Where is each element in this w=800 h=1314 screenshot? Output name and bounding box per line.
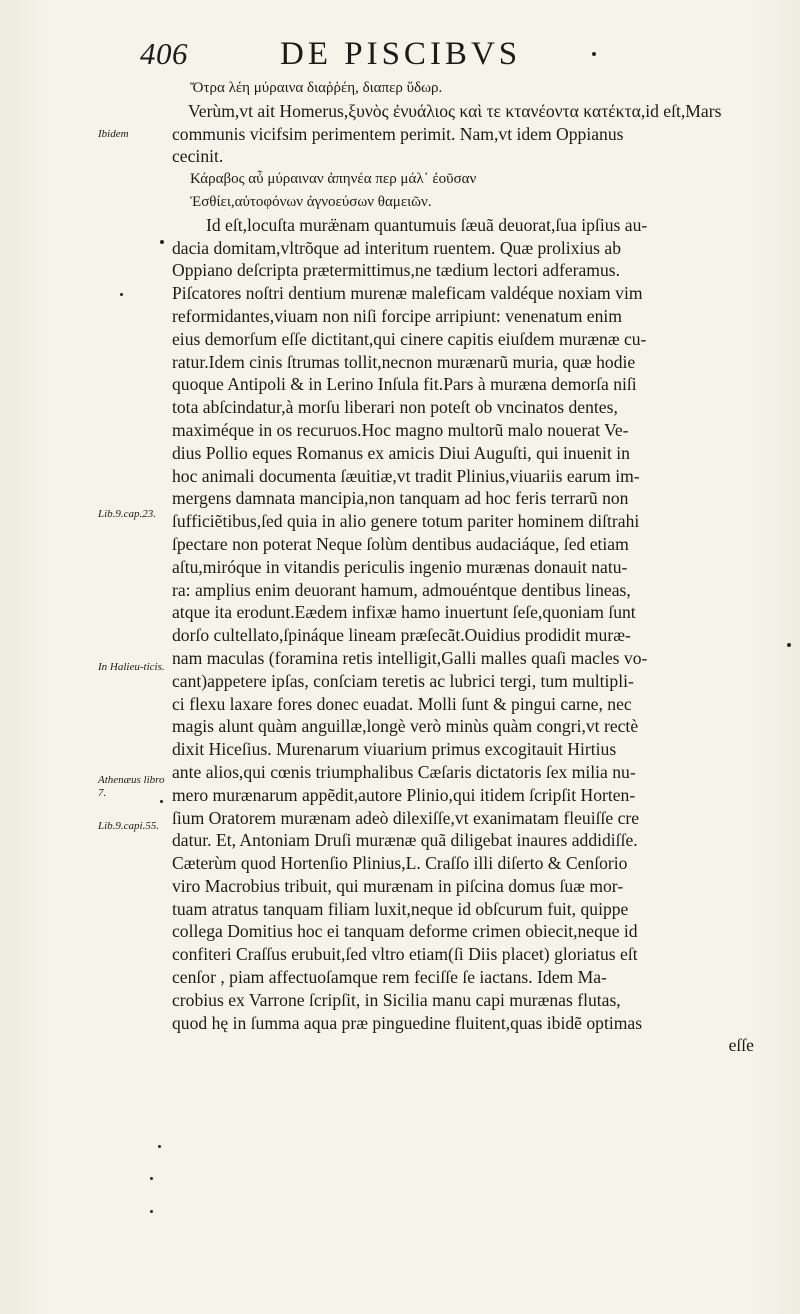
text-line: communis vicifsim perimentem perimit. Nam,vt idem Oppianus bbox=[172, 123, 624, 144]
body-text bbox=[172, 77, 754, 1057]
greek-verse-line: Ἐσθίει,αὐτοφόνων ἀγνοεύσων θαμειῶν. bbox=[190, 193, 432, 210]
text-line: cecinit. bbox=[172, 146, 224, 167]
text-line: dixit Hiceſius. Murenarum viuarium primus excogitauit Hirtius bbox=[172, 739, 617, 760]
text-line: eius demorſum eſſe dictitant,qui cinere capitis eiuſdem murænæ cu- bbox=[172, 328, 647, 349]
text-line: atque ita erodunt.Eædem infixæ hamo inuertunt ſeſe,quoniam ſunt bbox=[172, 602, 636, 623]
text-line: tuam atratus tanquam filiam luxit,neque id obſcurum fuit, quippe bbox=[172, 898, 629, 919]
ink-speck bbox=[160, 240, 164, 244]
text-line: cenſor , piam affectuoſamque rem feciſſe ſe iactans. Idem Ma- bbox=[172, 967, 607, 988]
ink-speck bbox=[150, 1210, 153, 1213]
margin-note: Ibidem bbox=[98, 128, 129, 140]
text-line: Cæterùm quod Hortenſio Plinius,L. Craſſo illi diſerto & Cenſorio bbox=[172, 853, 628, 874]
margin-note: In Halieu-ticis. bbox=[98, 661, 165, 673]
text-line: mergens damnata mancipia,non tanquam ad hoc feris terrarũ non bbox=[172, 488, 629, 509]
greek-verse-line: Ὄτρα λέη μύραινα διαῤῥέη, διαπερ ὕδωρ. bbox=[190, 80, 443, 96]
text-line: ratur.Idem cinis ſtrumas tollit,necnon murænarũ muria, quæ hodie bbox=[172, 351, 636, 372]
text-line: dorſo cultellato,ſpináque lineam præſecãt.Ouidius prodidit muræ- bbox=[172, 625, 631, 646]
page-number: 406 bbox=[140, 36, 188, 71]
ink-speck bbox=[150, 1177, 153, 1180]
text-line: maximéque in os recuruos.Hoc magno multorũ malo nouerat Ve- bbox=[172, 419, 629, 440]
ink-speck bbox=[592, 52, 596, 56]
text-line: ante alios,qui cœnis triumphalibus Cæſaris dictatoris ſex milia nu- bbox=[172, 761, 636, 782]
text-line: ſium Oratorem murænam adeò dilexiſſe,vt exanimatam fleuiſſe cre bbox=[172, 807, 640, 828]
page-header bbox=[140, 36, 730, 76]
text-line: Verùm,vt ait Homerus,ξυνὸς ἐνυάλιος καὶ τε κτανέοντα κατέκτα,id eſt,Mars bbox=[188, 100, 722, 121]
text-line: aſtu,miróque in vitandis periculis ingenio murænas donauit natu- bbox=[172, 556, 628, 577]
margin-note: Athenæus libro 7. bbox=[98, 774, 165, 799]
text-line: Oppiano deſcripta prætermittimus,ne tædium lectori adferamus. bbox=[172, 260, 621, 281]
text-line: ſufficiẽtibus,ſed quia in alio genere totum pariter hominem diſtrahi bbox=[172, 511, 640, 532]
greek-verse-line: Κάραβος αὖ μύραιναν ἀπηνέα περ μάλ᾽ ἐοῦσαν bbox=[190, 171, 477, 188]
text-line: mero murænarum appẽdit,autore Plinio,qui itidem ſcripſit Horten- bbox=[172, 784, 636, 805]
margin-notes bbox=[0, 0, 170, 1314]
running-title: DE PISCIBVS bbox=[280, 36, 522, 72]
text-line: magis alunt quàm anguillæ,longè verò minùs quàm congri,vt rectè bbox=[172, 716, 639, 737]
text-line: collega Domitius hoc ei tanquam deforme crimen obiecit,neque id bbox=[172, 921, 638, 942]
text-line: ra: amplius enim deuorant hamum, admouéntque dentibus lineas, bbox=[172, 579, 631, 600]
margin-note: Lib.9.capi.55. bbox=[98, 820, 160, 832]
text-line: confiteri Craſſus erubuit,ſed vltro etiam(ſi Diis placet) gloriatus eſt bbox=[172, 944, 638, 965]
margin-note: Lib.9.cap.23. bbox=[98, 508, 157, 520]
text-line: dacia domitam,vltrõque ad interitum ruentem. Quæ prolixius ab bbox=[172, 237, 622, 258]
ink-speck bbox=[158, 1145, 161, 1148]
text-line: quod hę in ſumma aqua præ pinguedine fluitent,quas ibidẽ optimas bbox=[172, 1012, 643, 1033]
text-line: dius Pollio eques Romanus ex amicis Diui Auguſti, qui inuenit in bbox=[172, 442, 630, 463]
text-line: ſpectare non poterat Neque ſolùm dentibus audaciáque, ſed etiam bbox=[172, 533, 629, 554]
text-line: viro Macrobius tribuit, qui murænam in piſcina domus ſuæ mor- bbox=[172, 875, 624, 896]
text-line: quoque Antipoli & in Lerino Inſula fit.Pars à muræna demorſa niſi bbox=[172, 374, 637, 395]
text-line: crobius ex Varrone ſcripſit, in Sicilia manu capi murænas flutas, bbox=[172, 989, 621, 1010]
ink-speck bbox=[787, 643, 791, 647]
ink-speck bbox=[160, 800, 163, 803]
text-line: hoc animali documenta ſæuitiæ,vt tradit Plinius,viuariis earum im- bbox=[172, 465, 640, 486]
text-line: datur. Et, Antoniam Druſi murænæ quã diligebat inaures addidiſſe. bbox=[172, 830, 638, 851]
text-line: tota abſcindatur,à morſu liberari non poteſt ob vncinatos dentes, bbox=[172, 397, 618, 418]
ink-speck bbox=[120, 293, 123, 296]
text-line: ci flexu laxare fores donec euadat. Molli ſunt & pingui carne, nec bbox=[172, 693, 632, 714]
text-line: reformidantes,viuam non niſi forcipe arripiunt: venenatum enim bbox=[172, 305, 622, 326]
text-line: cant)appetere ipſas, conſciam teretis ac lubrici tergi, tum multipli- bbox=[172, 670, 634, 691]
text-line: nam maculas (foramina retis intelligit,Galli malles quaſi macles vo- bbox=[172, 647, 648, 668]
text-line: Piſcatores noſtri dentium murenæ maleficam valdéque noxiam vim bbox=[172, 283, 643, 304]
text-line: Id eſt,locuſta muræ̈nam quantumuis ſæuã deuorat,ſua ipſius au- bbox=[206, 214, 648, 235]
catchword: eſſe bbox=[728, 1035, 754, 1056]
